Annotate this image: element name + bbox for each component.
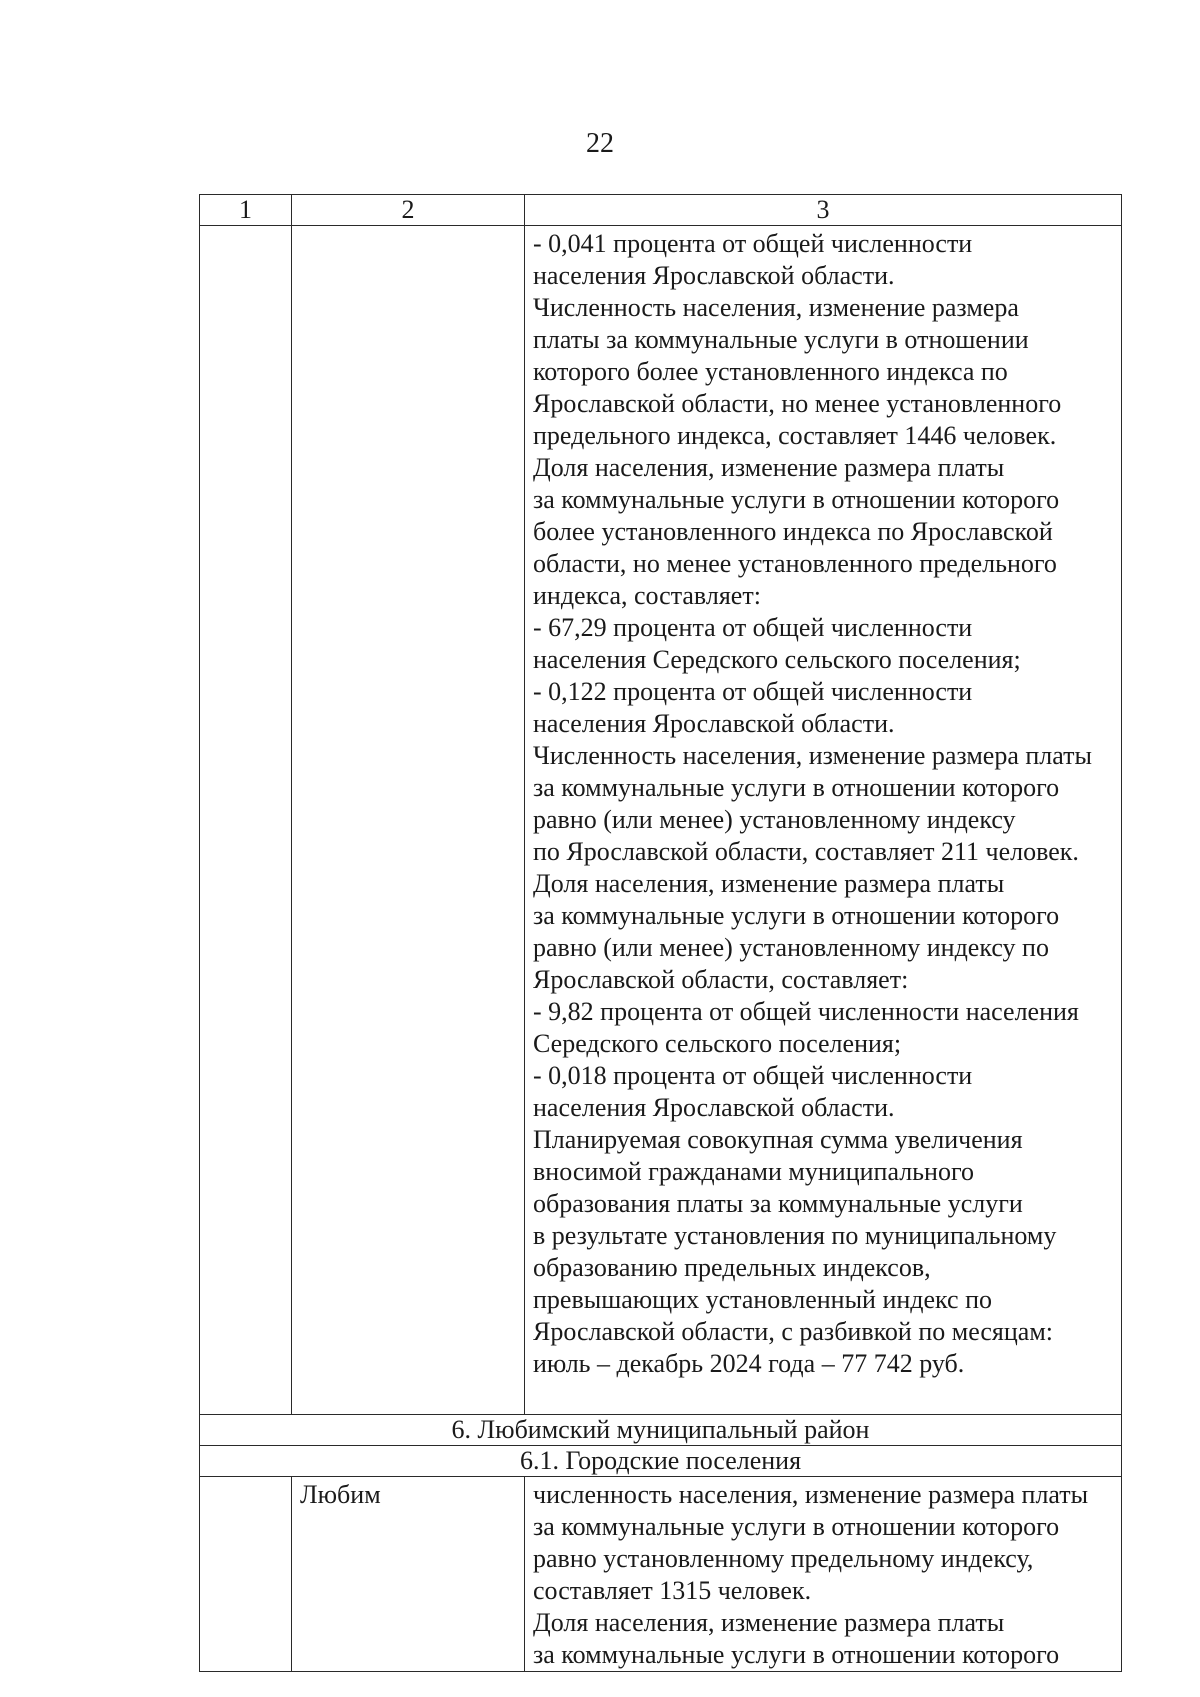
text-line: за коммунальные услуги в отношении которого — [533, 773, 1060, 802]
text-line: Середского сельского поселения; — [533, 1029, 902, 1058]
text-line: Доля населения, изменение размера платы — [533, 1608, 1005, 1637]
subsection-title: 6.1. Городские поселения — [200, 1446, 1122, 1477]
text-line: Доля населения, изменение размера платы — [533, 453, 1005, 482]
text-line: составляет 1315 человек. — [533, 1576, 812, 1605]
table-row-continued — [200, 226, 1122, 1415]
section-row — [200, 1415, 1122, 1446]
data-table — [199, 194, 1122, 1672]
table-row-lyubim — [200, 1477, 1122, 1672]
text-line: которого более установленного индекса по — [533, 357, 1008, 386]
text-line: - 67,29 процента от общей численности — [533, 613, 973, 642]
text-line: образования платы за коммунальные услуги — [533, 1189, 1023, 1218]
text-line: Ярославской области, с разбивкой по месяцам: — [533, 1317, 1054, 1346]
text-line: населения Середского сельского поселения; — [533, 645, 1021, 674]
cell-col-1 — [200, 226, 292, 1415]
section-title: 6. Любимский муниципальный район — [200, 1415, 1122, 1446]
text-line: населения Ярославской области. — [533, 1093, 895, 1122]
table-header-row — [200, 195, 1122, 226]
text-line: предельного индекса, составляет 1446 человек. — [533, 421, 1057, 450]
text-line: по Ярославской области, составляет 211 человек. — [533, 837, 1079, 866]
text-line: равно (или менее) установленному индексу по — [533, 933, 1049, 962]
text-line: численность населения, изменение размера платы — [533, 1480, 1089, 1509]
text-line: равно (или менее) установленному индексу — [533, 805, 1016, 834]
cell-col-3-text — [525, 226, 1122, 1415]
text-line: Численность населения, изменение размера платы — [533, 741, 1092, 770]
subsection-row — [200, 1446, 1122, 1477]
text-line: за коммунальные услуги в отношении которого — [533, 1640, 1060, 1669]
text-line: - 0,041 процента от общей численности — [533, 229, 973, 258]
text-line: Ярославской области, составляет: — [533, 965, 909, 994]
text-line: в результате установления по муниципальному — [533, 1221, 1057, 1250]
text-line: июль – декабрь 2024 года – 77 742 руб. — [533, 1349, 965, 1378]
settlement-name: Любим — [292, 1477, 525, 1672]
text-line: за коммунальные услуги в отношении которого — [533, 901, 1060, 930]
page-number: 22 — [586, 128, 614, 159]
text-line: вносимой гражданами муниципального — [533, 1157, 974, 1186]
text-line: - 9,82 процента от общей численности населения — [533, 997, 1079, 1026]
header-col-3: 3 — [525, 195, 1122, 226]
text-line: населения Ярославской области. — [533, 709, 895, 738]
header-col-2: 2 — [292, 195, 525, 226]
text-line: платы за коммунальные услуги в отношении — [533, 325, 1029, 354]
text-line: Ярославской области, но менее установленного — [533, 389, 1062, 418]
text-line: Планируемая совокупная сумма увеличения — [533, 1125, 1023, 1154]
cell-col-3-text — [525, 1477, 1122, 1672]
text-line: области, но менее установленного предельного — [533, 549, 1057, 578]
text-line: Численность населения, изменение размера — [533, 293, 1019, 322]
text-line: за коммунальные услуги в отношении которого — [533, 485, 1060, 514]
text-line: Доля населения, изменение размера платы — [533, 869, 1005, 898]
header-col-1: 1 — [200, 195, 292, 226]
text-line: превышающих установленный индекс по — [533, 1285, 992, 1314]
text-line: - 0,122 процента от общей численности — [533, 677, 973, 706]
cell-col-1 — [200, 1477, 292, 1672]
text-line: более установленного индекса по Ярославской — [533, 517, 1053, 546]
cell-col-2 — [292, 226, 525, 1415]
text-line: - 0,018 процента от общей численности — [533, 1061, 973, 1090]
text-line: образованию предельных индексов, — [533, 1253, 931, 1282]
text-line: индекса, составляет: — [533, 581, 761, 610]
text-line: населения Ярославской области. — [533, 261, 895, 290]
text-line: равно установленному предельному индексу, — [533, 1544, 1034, 1573]
text-line: за коммунальные услуги в отношении которого — [533, 1512, 1060, 1541]
